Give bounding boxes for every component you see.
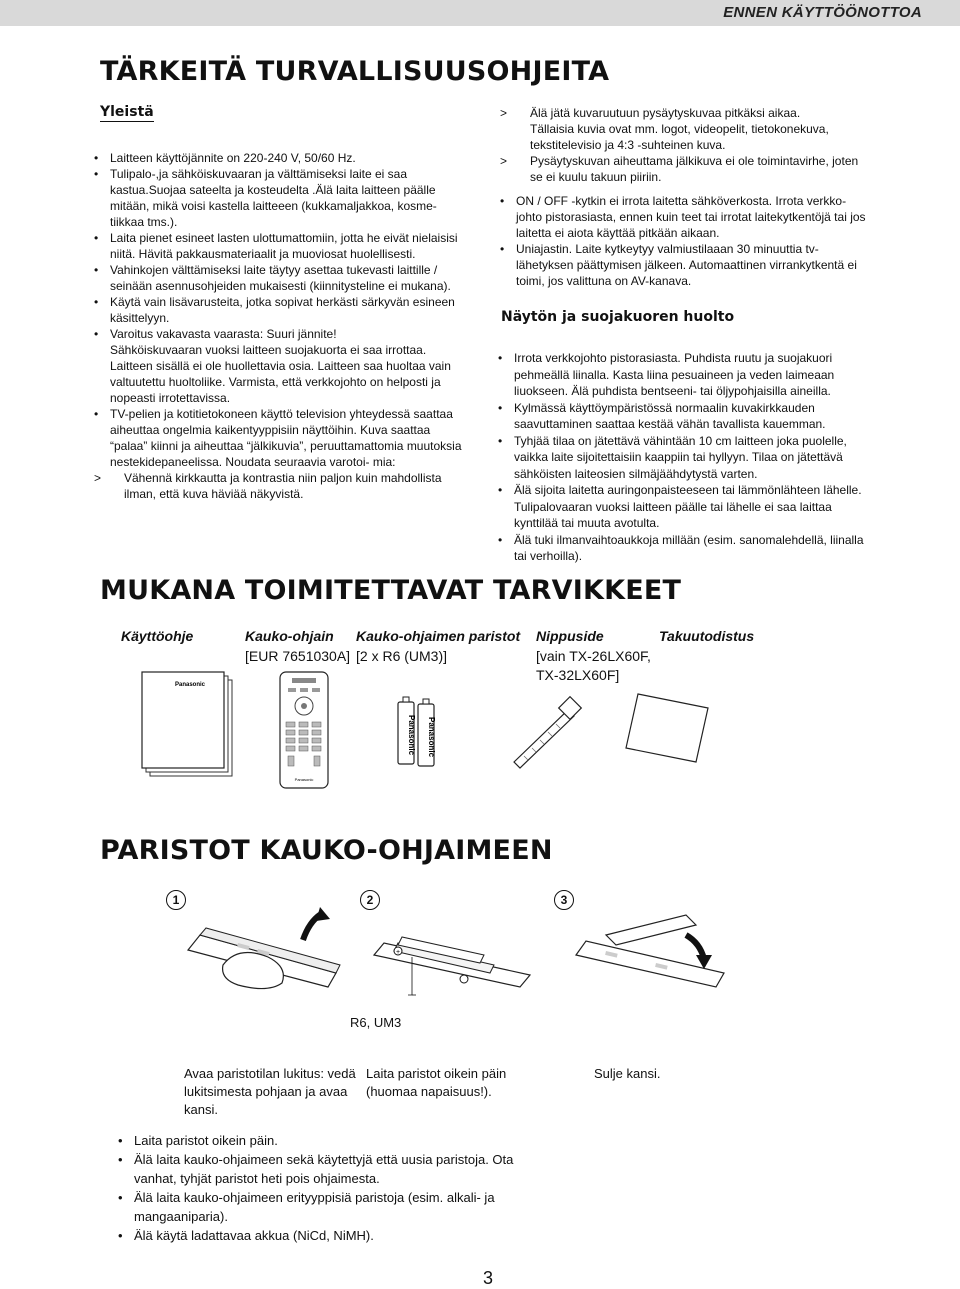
step-number-3: 3: [554, 890, 574, 910]
safety-list-item: • ON / OFF -kytkin ei irrota laitetta sähköverkosta. Irrota verkko- johto pistorasiasta, ennen kuin teet tai irrotat laitekytkentöjä tai jos laitetta ei aiota käyttää pitkään aikaan.: [500, 193, 870, 241]
care-list-item: • Tyhjää tilaa on jätettävä vähintään 10 cm laitteen joka puolelle, vaikka laite sijoitettaisiin kaappiin tai hyllyyn. Tilaa on jätettävä sähköisten laiteosien silmäjäähdytystä varten.: [498, 433, 870, 483]
header-bar: [0, 0, 960, 26]
step-3-illustration: [566, 895, 746, 1005]
manual-illustration: [140, 668, 240, 780]
page-number: 3: [483, 1268, 494, 1288]
battery-note-item: • Älä laita kauko-ohjaimeen erityyppisiä paristoja (esim. alkali- ja mangaaniparia).: [118, 1188, 538, 1226]
battery-note-item: • Älä käytä ladattavaa akkua (NiCd, NiMH).: [118, 1226, 538, 1245]
step-number-2: 2: [360, 890, 380, 910]
accessory-sub-clamper-2: TX-32LX60F]: [536, 667, 620, 683]
batteries-title: PARISTOT KAUKO-OHJAIMEEN: [100, 835, 553, 866]
care-list-item: • Irrota verkkojohto pistorasiasta. Puhdista ruutu ja suojakuori pehmeällä liinalla. Kasta liina pesuaineen ja veden laimeaan liuokseen. Älä puhdista bentseeni- tai öljypohjaisilla aineilla.: [498, 350, 870, 400]
warranty-card-illustration: [624, 690, 710, 766]
battery-notes: [118, 1131, 538, 1245]
care-heading: Näytön ja suojakuoren huolto: [501, 309, 735, 325]
batteries-illustration: [392, 690, 442, 768]
remote-illustration: [274, 668, 336, 792]
accessory-label-batteries: Kauko-ohjaimen paristot: [356, 628, 521, 644]
care-list: [498, 350, 870, 565]
safety-left-column: [94, 150, 466, 502]
care-list-item: • Älä sijoita laitetta auringonpaisteeseen tai lämmönlähteen lähelle. Tulipalovaaran vuoksi laitteen päälle tai lähelle ei saa laittaa kynttilää tai muuta avotulta.: [498, 482, 870, 532]
general-heading: Yleistä: [100, 104, 154, 120]
accessory-sub-remote: [EUR 7651030A]: [245, 648, 351, 664]
battery-note-item: • Laita paristot oikein päin.: [118, 1131, 538, 1150]
safety-list-item: • Vahinkojen välttämiseksi laite täytyy asettaa tukevasti laittille / seinään asennusohjeiden mukaisesti (kiinnitysteline ei mukana).: [94, 262, 466, 294]
step-3-caption: Sulje kansi.: [594, 1066, 661, 1081]
safety-list-item: > Älä jätä kuvaruutuun pysäytyskuvaa pitkäksi aikaa.: [500, 105, 870, 121]
safety-list-item: > Pysäytyskuvan aiheuttama jälkikuva ei ole toimintavirhe, joten se ei kuulu takuun piiriin.: [500, 153, 870, 185]
battery-type-label: R6, UM3: [350, 1015, 402, 1030]
safety-right-column: [500, 105, 870, 289]
remote-brand-logo: Panasonic: [294, 777, 314, 782]
manual-brand-logo: Panasonic: [174, 682, 206, 688]
safety-list-item: > Vähennä kirkkautta ja kontrastia niin paljon kuin mahdollista ilman, että kuva häviää näkyvistä.: [94, 470, 466, 502]
accessory-label-remote: Kauko-ohjain: [245, 628, 334, 644]
step-2-illustration: [370, 915, 555, 1010]
accessory-label-warranty: Takuutodistus: [659, 628, 755, 644]
accessory-sub-batteries: [2 x R6 (UM3)]: [356, 648, 448, 664]
accessory-sub-clamper-1: [vain TX-26LX60F,: [536, 648, 651, 664]
safety-title: TÄRKEITÄ TURVALLISUUSOHJEITA: [100, 56, 610, 87]
list-gap: [500, 185, 870, 193]
safety-list-item: • Käytä vain lisävarusteita, jotka sopivat herkästi särkyvän esineen käsittelyyn.: [94, 294, 466, 326]
safety-list-item: • Laitteen käyttöjännite on 220-240 V, 50/60 Hz.: [94, 150, 466, 166]
step-number-1: 1: [166, 890, 186, 910]
safety-list-item: Tällaisia kuvia ovat mm. logot, videopelit, tietokonekuva, tekstitelevisio ja 4:3 -suhteinen kuva.: [530, 122, 829, 152]
step-2-caption: Laita paristot oikein päin (huomaa napaisuus!).: [366, 1066, 507, 1099]
battery-brand-logo-2: Panasonic: [427, 717, 436, 758]
section-header-title: ENNEN KÄYTTÖÖNOTTOA: [723, 4, 922, 21]
step-1-caption: Avaa paristotilan lukitus: vedä lukitsimesta pohjaan ja avaa kansi.: [184, 1066, 356, 1117]
safety-list-item: • Laita pienet esineet lasten ulottumattomiin, jotta he eivät nielaisisi niitä. Hävitä pakkausmateriaalit ja muoviosat huolellisesti.: [94, 230, 466, 262]
safety-list-item: • Varoitus vakavasta vaarasta: Suuri jännite!: [94, 326, 466, 342]
step-1-illustration: [178, 895, 358, 1005]
battery-brand-logo-1: Panasonic: [407, 715, 416, 756]
svg-text:+: +: [396, 949, 401, 956]
safety-list-item: • Uniajastin. Laite kytkeytyy valmiustilaaan 30 minuuttia tv- lähetyksen päättymisen jälkeen. Automaattinen virrankytkentä ei toimi, jos valittuna on AV-kanava.: [500, 241, 870, 289]
accessories-title: MUKANA TOIMITETTAVAT TARVIKKEET: [100, 575, 682, 606]
safety-list-item: • Tulipalo-,ja sähköiskuvaaran ja välttämiseksi laite ei saa kastua.Suojaa sateelta ja kosteudelta .Älä laita laitteen päälle mitään, mikä voisi kastella laitteeen (kukkamaljakkoa, kosme- tiikkaa tms.).: [94, 166, 466, 230]
battery-note-item: • Älä laita kauko-ohjaimeen sekä käytettyjä että uusia paristoja. Ota vanhat, tyhjät paristot heti pois ohjaimesta.: [118, 1150, 538, 1188]
care-list-item: • Älä tuki ilmanvaihtoaukkoja millään (esim. sanomalehdellä, liinalla tai verhoilla).: [498, 532, 870, 565]
care-list-item: • Kylmässä käyttöympäristössä normaalin kuvakirkkauden saavuttaminen saattaa kestää vähän tavallista kauemman.: [498, 400, 870, 433]
safety-list-item: Sähköiskuvaaran vuoksi laitteen suojakuorta ei saa irrottaa. Laitteen sisällä ei ole huollettavia osia. Laitteen saa huoltaa vain valtuutettu huoltoliike. Varmista, että verkkojohto on helposti ja nopeasti irrotettavissa.: [110, 343, 451, 405]
safety-list-item: • TV-pelien ja kotitietokoneen käyttö television yhteydessä saattaa aiheuttaa ongelmia kaikentyyppisiin näyttöihin. Kuva saattaa “palaa” kiinni ja aiheuttaa “jälkikuvia”, peruuttamattomia muutoksia nestekidepaneelissa. Noudata seuraavia varotoi- mia:: [94, 406, 466, 470]
cable-clamper-illustration: [508, 692, 588, 772]
accessory-label-clamper: Nippuside: [536, 628, 604, 644]
accessory-label-manual: Käyttöohje: [121, 628, 194, 644]
